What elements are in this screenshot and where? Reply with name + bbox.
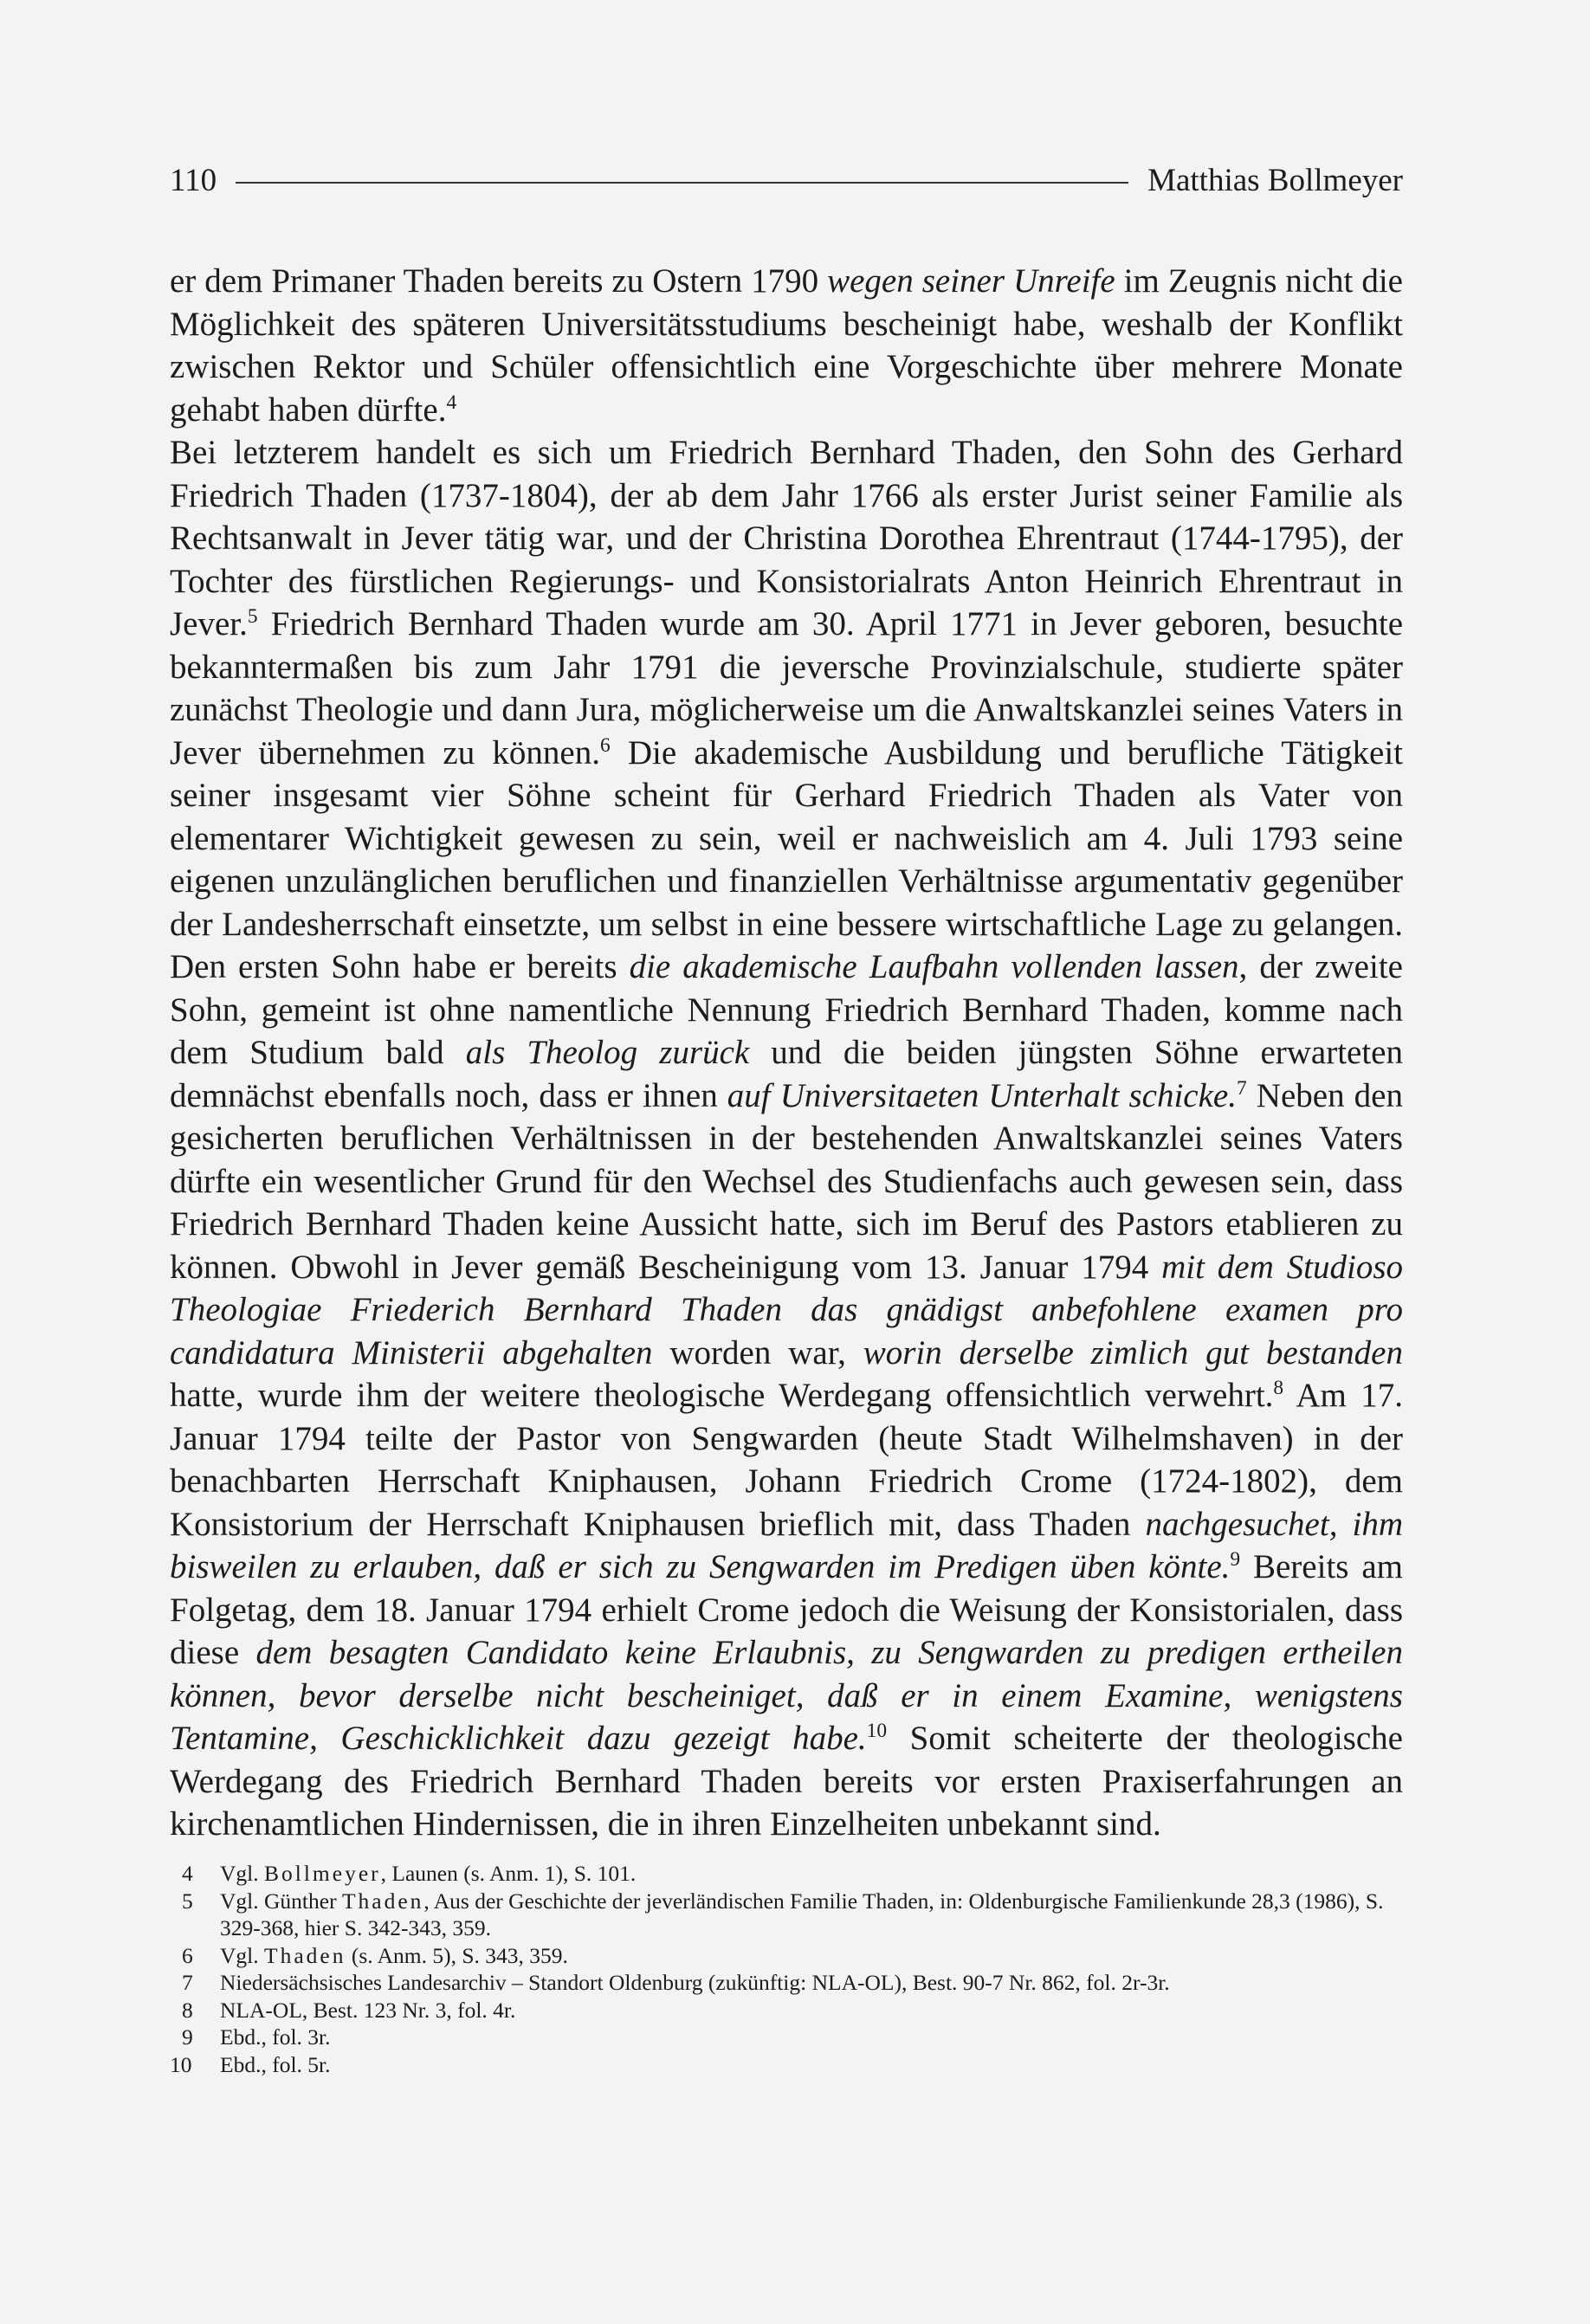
- text-run: Friedrich Bernhard Thaden wurde am 30. April 1771 in Jever geboren, besuchte bekanntermaßen bis zum Jahr 1791 die jeversche Provinzialschule, studierte später zunächst Theologie und dann Jura, möglicherweise um die Anwaltskanzlei seines Vaters in Jever übernehmen zu können.: [170, 605, 1403, 771]
- footnote-number: 10: [170, 2051, 192, 2077]
- quotation: mit dem Studioso Theologiae Friederich Bernhard Thaden das gnädigst anbefohlene examen pro candidatura Ministerii abgehalten: [170, 1248, 1403, 1372]
- quotation: worin derselbe zimlich gut bestanden: [863, 1333, 1403, 1372]
- quotation: als Theolog zurück: [465, 1034, 750, 1071]
- footnote-ref[interactable]: 5: [247, 605, 258, 628]
- text-run: Bei letzterem handelt es sich um Friedrich Bernhard Thaden, den Sohn des Gerhard Friedrich Thaden (1737-1804), der ab dem Jahr 1766 als erster Jurist seiner Familie als Rechtsanwalt in Jever tätig war, und der Christina Dorothea Ehrentraut (1744-1795), der Tochter des fürstlichen Regierungs- und Konsistorialrats Anton Heinrich Ehrentraut in Jever.: [170, 434, 1403, 642]
- footnote-text: NLA-OL, Best. 123 Nr. 3, fol. 4r.: [220, 1997, 516, 2023]
- footnote-text: [220, 1942, 1403, 1970]
- footnote-text: [220, 1860, 1403, 1888]
- footnote-ref[interactable]: 10: [866, 1720, 888, 1742]
- footnote: [170, 1860, 1403, 1888]
- text-run: Bereits am Folgetag, dem 18. Januar 1794 erhielt Crome jedoch die Weisung der Konsistorialen, dass diese: [170, 1548, 1403, 1671]
- footnote-text: Niedersächsisches Landesarchiv – Standort Oldenburg (zukünftig: NLA-OL), Best. 90-7 Nr. 862, fol. 2r-3r.: [220, 1970, 1170, 1995]
- footnote: [170, 1942, 1403, 1970]
- text-run: hatte, wurde ihm der weitere theologische Werdegang offensichtlich verwehrt.: [170, 1377, 1274, 1414]
- page-number: 110: [170, 162, 217, 198]
- footnote-number: 8: [182, 1997, 193, 2023]
- fn-text-run: Vgl.: [220, 1861, 264, 1886]
- quotation: dem besagten Candidato keine Erlaubnis, zu Sengwarden zu predigen ertheilen können, bevor derselbe nicht bescheiniget, daß er in einem Examine, wenigstens Tentamine, Geschicklichkeit dazu gezeigt habe.: [170, 1634, 1403, 1757]
- header-rule: [236, 182, 1128, 184]
- author-name: Bollmeyer: [264, 1861, 381, 1886]
- footnote-number: 9: [182, 2024, 193, 2050]
- author-name: Thaden: [264, 1942, 346, 1968]
- text-run: er dem Primaner Thaden bereits zu Ostern 1790: [170, 262, 828, 300]
- text-run: worden war,: [652, 1333, 863, 1372]
- paragraph-1: [170, 260, 1403, 431]
- footnote-number: 6: [182, 1942, 193, 1968]
- footnote-text: [220, 1888, 1403, 1942]
- text-run: , der zweite Sohn, gemeint ist ohne namentliche Nennung Friedrich Bernhard Thaden, komme nach dem Studium bald: [170, 948, 1403, 1071]
- footnote-ref[interactable]: 8: [1273, 1377, 1284, 1399]
- footnote: [170, 2051, 1403, 2079]
- footnote: [170, 2024, 1403, 2051]
- author-name: Thaden: [341, 1888, 424, 1914]
- text-run: Somit scheiterte der theologische Werdegang des Friedrich Bernhard Thaden bereits vor ersten Praxiserfahrungen an kirchenamtlichen Hindernissen, die in ihren Einzelheiten unbekannt sind.: [170, 1720, 1403, 1843]
- footnote-number: 7: [182, 1970, 193, 1995]
- footnote-text: Ebd., fol. 5r.: [220, 2051, 331, 2077]
- text-run: Die akademische Ausbildung und berufliche Tätigkeit seiner insgesamt vier Söhne scheint für Gerhard Friedrich Thaden als Vater von elementarer Wichtigkeit gewesen zu sein, weil er nachweislich am 4. Juli 1793 seine eigenen unzulänglichen beruflichen und finanziellen Verhältnisse argumentativ gegenüber der Landesherrschaft einsetzte, um selbst in eine bessere wirtschaftliche Lage zu gelangen. Den ersten Sohn habe er bereits: [170, 733, 1403, 985]
- footnote: [170, 1969, 1403, 1997]
- footnote-ref[interactable]: 6: [599, 733, 611, 757]
- fn-text-run: Vgl.: [220, 1942, 264, 1968]
- quotation: wegen seiner Unreife: [827, 262, 1115, 300]
- footnote-ref[interactable]: 4: [446, 391, 457, 414]
- running-author: Matthias Bollmeyer: [1147, 162, 1403, 198]
- footnote-text: Ebd., fol. 3r.: [220, 2024, 331, 2050]
- text-run: Neben den gesicherten beruflichen Verhältnissen in der bestehenden Anwaltskanzlei seines Vaters dürfte ein wesentlicher Grund für den Wechsel des Studienfachs auch gewesen sein, dass Friedrich Bernhard Thaden keine Aussicht hatte, sich im Beruf des Pastors etablieren zu können. Obwohl in Jever gemäß Bescheinigung vom 13. Januar 1794: [170, 1076, 1403, 1286]
- footnote-ref[interactable]: 9: [1230, 1548, 1241, 1571]
- footnotes: [170, 1860, 1403, 2078]
- footnote: [170, 1997, 1403, 2024]
- fn-text-run: Vgl. Günther: [220, 1888, 342, 1914]
- quotation: nachgesuchet, ihm bisweilen zu erlauben, daß er sich zu Sengwarden im Predigen üben könte.: [170, 1505, 1403, 1585]
- footnote-number: 4: [182, 1861, 193, 1886]
- main-text: [170, 260, 1403, 1846]
- fn-text-run: , Launen (s. Anm. 1), S. 101.: [380, 1861, 637, 1886]
- text-run: im Zeugnis nicht die Möglichkeit des späteren Universitätsstudiums bescheinigt habe, weshalb der Konflikt zwischen Rektor und Schüler offensichtlich eine Vorgeschichte über mehrere Monate gehabt haben dürfte.: [170, 262, 1403, 429]
- footnote-ref[interactable]: 7: [1236, 1076, 1247, 1100]
- quotation: auf Universitaeten Unterhalt schicke.: [727, 1076, 1237, 1114]
- fn-text-run: , Aus der Geschichte der jeverländischen Familie Thaden, in: Oldenburgische Familienkunde 28,3 (1986), S. 329-368, hier S. 342-343, 359.: [220, 1888, 1384, 1940]
- text-run: und die beiden jüngsten Söhne erwarteten demnächst ebenfalls noch, dass er ihnen: [170, 1034, 1403, 1114]
- footnote-number: 5: [182, 1888, 193, 1914]
- running-header: [170, 154, 1403, 206]
- quotation: die akademische Laufbahn vollenden lassen: [629, 948, 1239, 985]
- text-run: Am 17. Januar 1794 teilte der Pastor von Sengwarden (heute Stadt Wilhelmshaven) in der benachbarten Herrschaft Kniphausen, Johann Friedrich Crome (1724-1802), dem Konsistorium der Herrschaft Kniphausen brieflich mit, dass Thaden: [170, 1377, 1403, 1543]
- footnote: [170, 1888, 1403, 1942]
- paragraph-2: [170, 431, 1403, 1846]
- fn-text-run: (s. Anm. 5), S. 343, 359.: [346, 1942, 568, 1968]
